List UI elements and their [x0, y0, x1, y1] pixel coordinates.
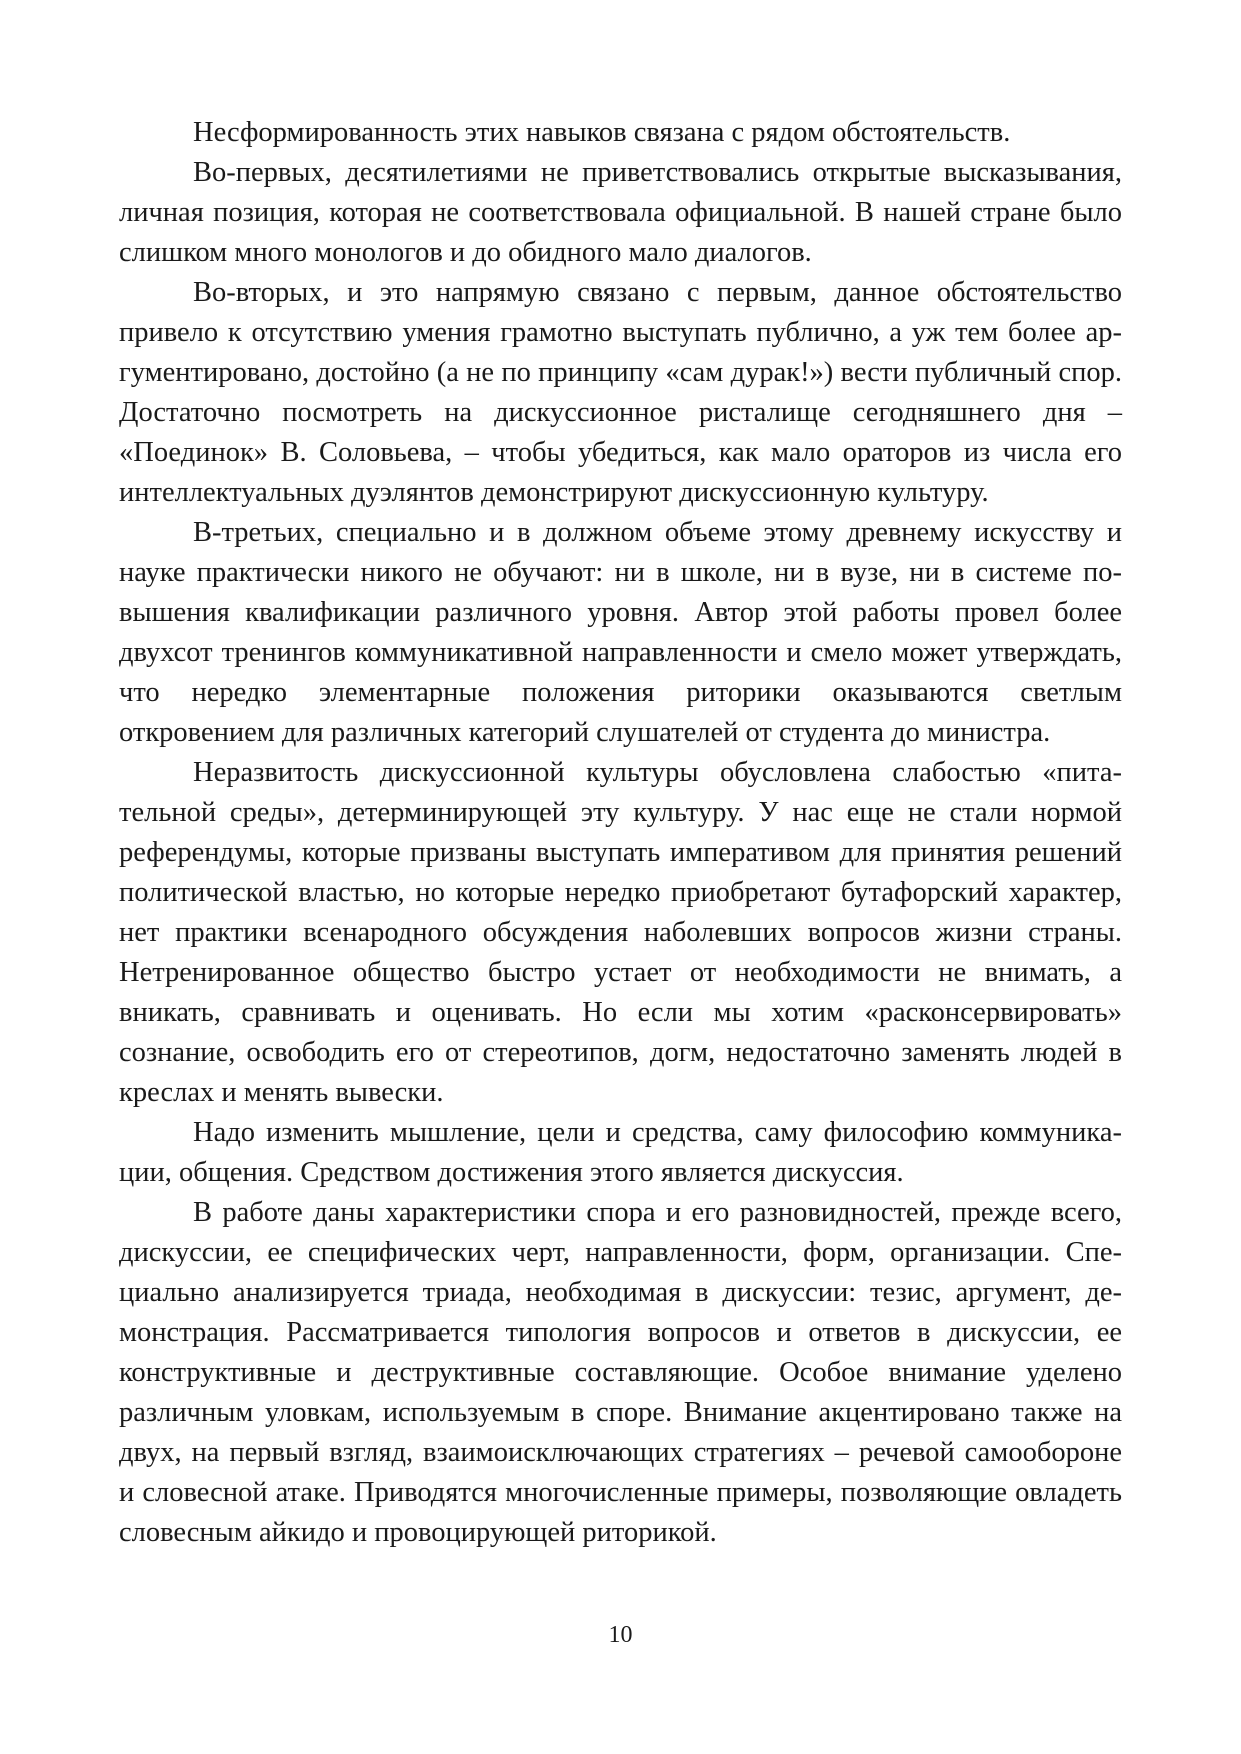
page-number: 10	[608, 1622, 633, 1648]
paragraph: Неразвитость дискуссионной культуры обусловлена слабостью «питательной среды», детерминирующей эту культуру. У нас еще не стали нормой референдумы, которые призваны выступать императивом для принятия решений политической властью, но которые нередко приобретают бутафорский характер, нет практики всенародного обсуждения наболевших вопросов жизни страны. Нетренированное общество быстро устает от необходимости не внимать, а вникать, сравнивать и оценивать. Но если мы хотим «расконсервировать» сознание, освободить его от стереотипов, догм, недостаточно заменять людей в креслах и менять вывески.	[119, 757, 1122, 1108]
paragraph: В-третьих, специально и в должном объеме этому древнему искусству и науке практически никого не обучают: ни в школе, ни в вузе, ни в системе повышения квалификации различного уровня. Автор этой работы провел более двухсот тренингов коммуникативной направленности и смело может утверждать, что нередко элементарные положения риторики оказываются светлым откровением для различных категорий слушателей от студента до министра.	[119, 517, 1122, 748]
paragraph: Во-вторых, и это напрямую связано с первым, данное обстоятельство привело к отсутствию умения грамотно выступать публично, а уж тем более аргументировано, достойно (а не по принципу «сам дурак!») вести публичный спор. Достаточно посмотреть на дискуссионное ристалище сегодняшнего дня – «Поединок» В. Соловьева, – чтобы убедиться, как мало ораторов из числа его интеллектуальных дуэлянтов демонстрируют дискуссионную культуру.	[119, 277, 1122, 508]
paragraph: В работе даны характеристики спора и его разновидностей, прежде всего, дискуссии, ее специфических черт, направленности, форм, организации. Специально анализируется триада, необходимая в дискуссии: тезис, аргумент, демонстрация. Рассматривается типология вопросов и ответов в дискуссии, ее конструктивные и деструктивные составляющие. Особое внимание уделено различным уловкам, используемым в споре. Внимание акцентировано также на двух, на первый взгляд, взаимоисключающих стратегиях – речевой самообороне и словесной атаке. Приводятся многочисленные примеры, позволяющие овладеть словесным айкидо и провоцирующей риторикой.	[119, 1197, 1122, 1548]
paragraph: Надо изменить мышление, цели и средства, саму философию коммуникации, общения. Средством достижения этого является дискуссия.	[119, 1117, 1122, 1188]
document-page	[119, 113, 1122, 1553]
paragraph: Несформированность этих навыков связана с рядом обстоятельств.	[193, 117, 1011, 148]
paragraph: Во-первых, десятилетиями не приветствовались открытые высказывания, личная позиция, которая не соответствовала официальной. В нашей стране было слишком много монологов и до обидного мало диалогов.	[119, 157, 1122, 268]
